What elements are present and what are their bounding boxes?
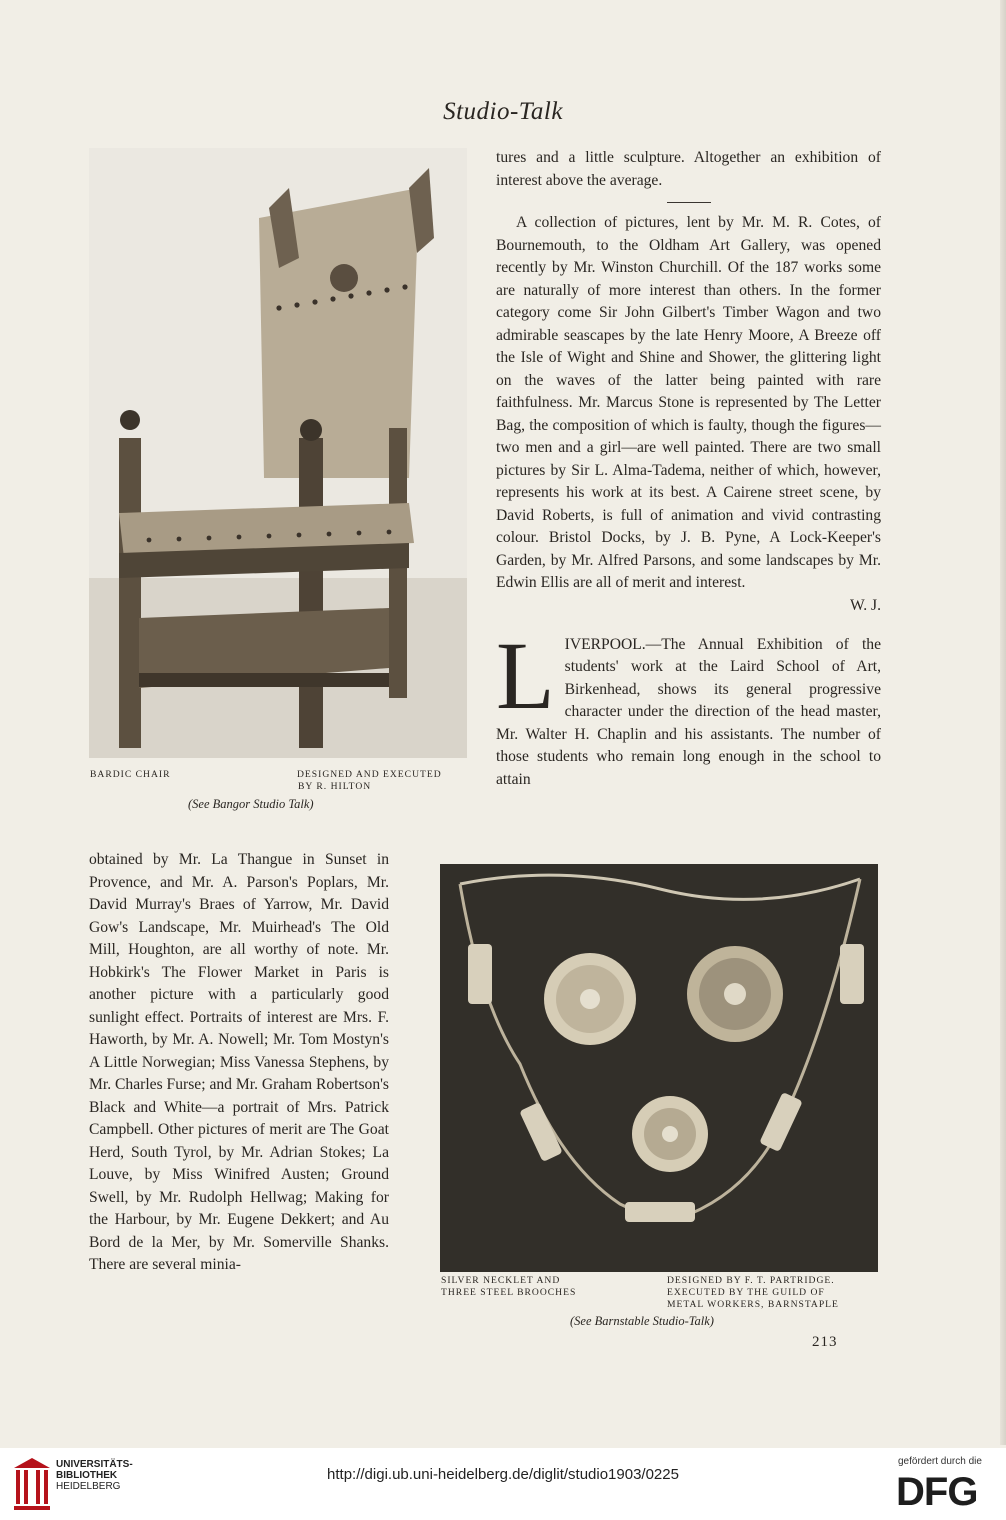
necklet-photo: [440, 864, 878, 1272]
digitization-footer: [0, 1448, 1006, 1520]
necklet-caption-title-2: THREE STEEL BROOCHES: [441, 1287, 577, 1298]
necklet-illustration: [440, 864, 878, 1272]
signature-wj: W. J.: [849, 596, 881, 614]
necklet-caption-title-1: SILVER NECKLET AND: [441, 1275, 561, 1286]
left-paragraph-1: obtained by Mr. La Thangue in Sunset in Provence, and Mr. A. Parson's Poplars, Mr. David Murray's Braes of Yarrow, Mr. David Gow's Landscape, Mr. Muirhead's The Old Mill, Houghton, are all worthy of note. Mr. Hobkirk's The Flower Market in Paris is another picture with a particularly good sunlight effect. Portraits of interest are Mrs. F. Haworth, by Mr. A. Nowell; Mr. Tom Mostyn's A Little Norwegian; Miss Vanessa Stephens, by Mr. Charles Furse; and Mr. Graham Robertson's Black and White—a portrait of Mrs. Patrick Campbell. Other pictures of merit are The Goat Herd, South Tyrol, by Mr. Adrian Stokes; La Louve, by Miss Winifred Austen; Ground Swell, by Mr. Rudolph Hellwag; Making for the Harbour, by Mr. Eugene Dekkert; and Au Bord de la Mer, by Mr. Somerville Shanks. There are several minia-: [89, 851, 389, 1273]
necklet-caption-credit-3: METAL WORKERS, BARNSTAPLE: [667, 1299, 839, 1310]
library-line-1: UNIVERSITÄTS-: [56, 1459, 133, 1470]
sponsor-note: gefördert durch die: [898, 1456, 982, 1467]
necklet-caption-ref: (See Barnstable Studio-Talk): [570, 1314, 714, 1328]
right-paragraph-1: tures and a little sculpture. Altogether an exhibition of interest above the average.: [496, 149, 881, 189]
chair-caption-credit-2: BY R. HILTON: [298, 781, 372, 792]
chair-illustration: [89, 148, 467, 758]
chair-caption-credit-1: DESIGNED AND EXECUTED: [297, 769, 442, 780]
chair-caption-title: BARDIC CHAIR: [90, 769, 171, 780]
source-url-link[interactable]: http://digi.ub.uni-heidelberg.de/diglit/studio1903/0225: [327, 1466, 679, 1483]
chair-caption-ref: (See Bangor Studio Talk): [188, 797, 314, 811]
right-paragraph-2: A collection of pictures, lent by Mr. M. R. Cotes, of Bournemouth, to the Oldham Art Gallery, was opened recently by Mr. Winston Churchill. Of the 187 works some are naturally of more interest than others. In the former category come Sir John Gilbert's Timber Wagon and two admirable seascapes by the late Henry Moore, A Breeze off the Isle of Wight and Shine and Shower, the glittering light on the waves of the latter being painted with rare faithfulness. Mr. Marcus Stone is represented by The Letter Bag, the composition of which is faulty, though the figures—two men and a girl—are well painted. There are two small pictures by Sir L. Alma-Tadema, neither of which, however, represents his work at its best. A Cairene street scene, by David Roberts, is full of animation and vivid contrasting colour. Bristol Docks, by J. B. Pyne, A Lock-Keeper's Garden, by Mr. Alfred Parsons, and some landscapes by Mr. Edwin Ellis are all of merit and interest.: [496, 214, 881, 591]
library-line-2: BIBLIOTHEK: [56, 1470, 118, 1481]
running-head: Studio-Talk: [443, 98, 563, 125]
library-line-3: HEIDELBERG: [56, 1481, 121, 1492]
bardic-chair-photo: [89, 148, 467, 758]
page-number: 213: [812, 1334, 838, 1350]
right-column: [496, 147, 881, 791]
liverpool-paragraph: [496, 621, 881, 792]
liverpool-lead: IVERPOOL.: [564, 635, 646, 653]
dfg-logo: DFG: [896, 1470, 978, 1514]
section-rule: [667, 202, 711, 203]
necklet-caption-credit-2: EXECUTED BY THE GUILD OF: [667, 1287, 825, 1298]
drop-cap: L: [496, 621, 555, 729]
page-edge: [1000, 0, 1006, 1445]
liverpool-text: —The Annual Exhibition of the students' work at the Laird School of Art, Birkenhead, shows its general progressive character under the direction of the head master, Mr. Walter H. Chaplin and his assistants. The number of those students who remain long enough in the school to attain: [496, 635, 881, 788]
necklet-caption-credit-1: DESIGNED BY F. T. PARTRIDGE.: [667, 1275, 835, 1286]
left-column: [89, 849, 389, 1277]
